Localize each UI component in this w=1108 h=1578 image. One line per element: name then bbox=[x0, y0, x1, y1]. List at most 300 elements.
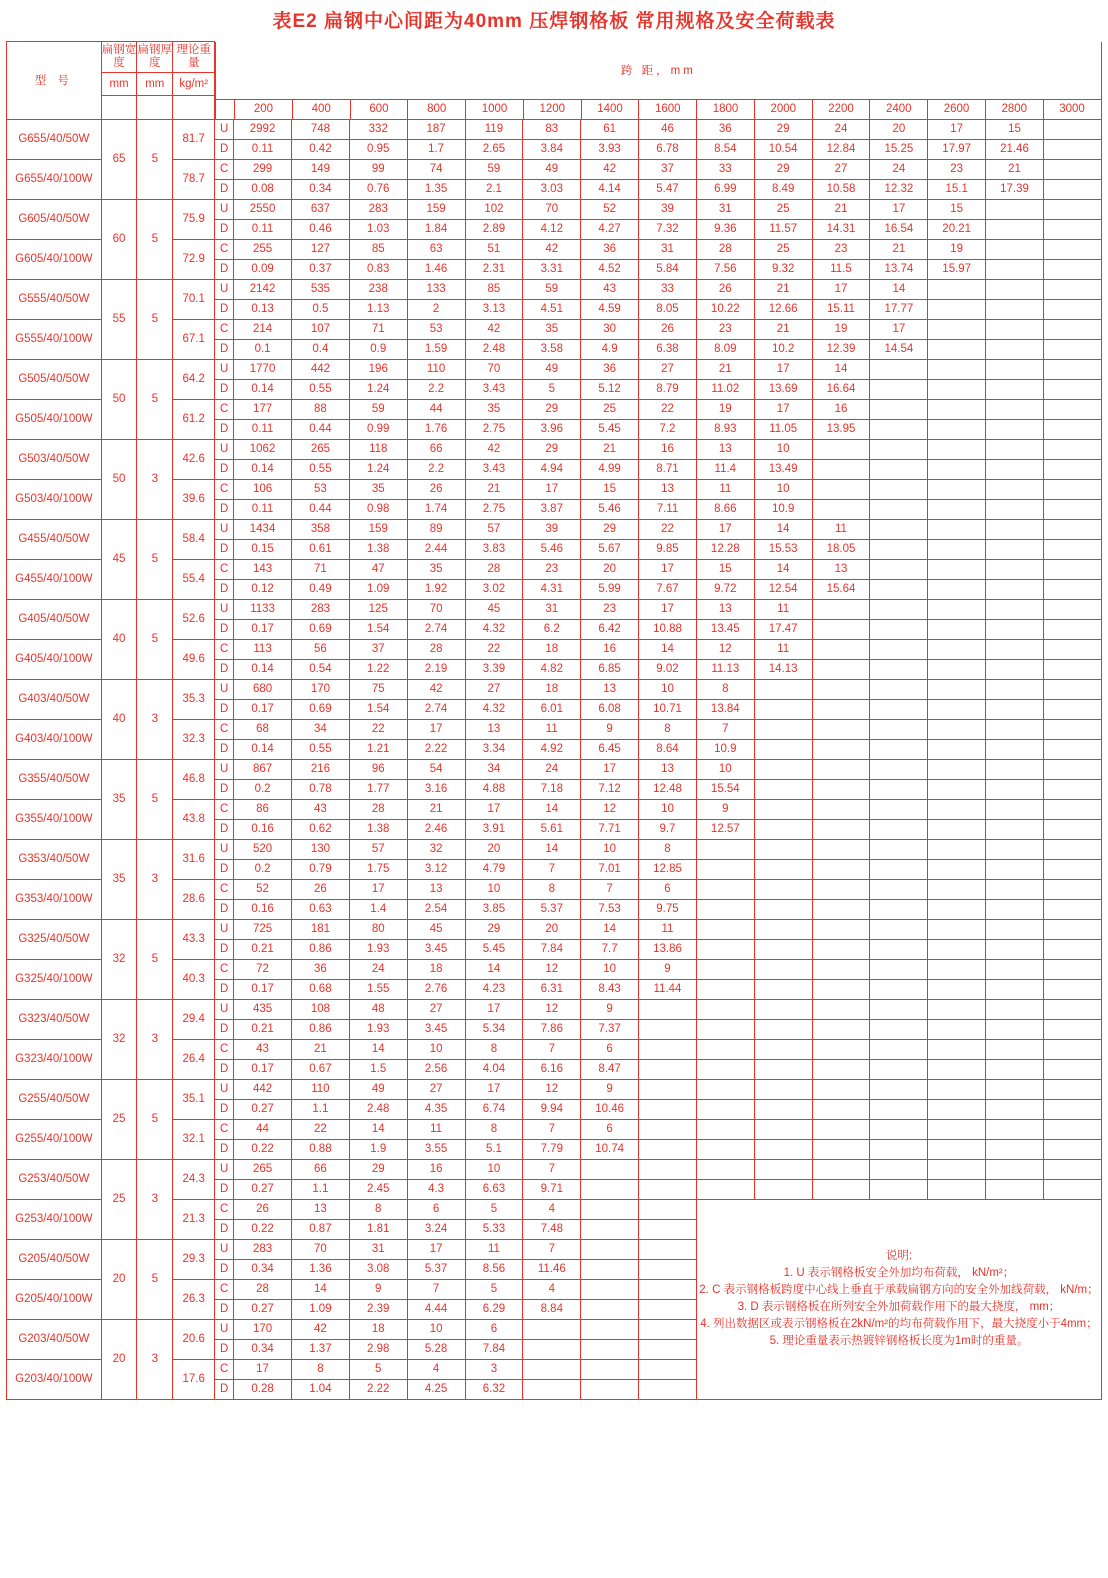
weight-cell: 70.1 bbox=[173, 279, 215, 319]
value-cell: 0.17 bbox=[234, 1059, 292, 1079]
value-cell bbox=[986, 499, 1044, 519]
value-cell: 10 bbox=[407, 1319, 465, 1339]
value-cell: 88 bbox=[291, 399, 349, 419]
value-cell: 0.87 bbox=[291, 1219, 349, 1239]
value-cell bbox=[639, 1119, 697, 1139]
value-cell: 7 bbox=[523, 1159, 581, 1179]
value-cell: 3.24 bbox=[407, 1219, 465, 1239]
value-cell bbox=[639, 1359, 697, 1379]
value-cell bbox=[1043, 379, 1101, 399]
value-cell: 143 bbox=[234, 559, 292, 579]
load-type-cell: D bbox=[215, 139, 234, 159]
value-cell: 11.46 bbox=[523, 1259, 581, 1279]
model-cell: G205/40/100W bbox=[7, 1279, 102, 1319]
model-cell: G323/40/100W bbox=[7, 1039, 102, 1079]
value-cell: 17 bbox=[523, 479, 581, 499]
span-header-3000: 3000 bbox=[1043, 99, 1101, 119]
value-cell: 7 bbox=[523, 1119, 581, 1139]
model-cell: G405/40/100W bbox=[7, 639, 102, 679]
value-cell bbox=[639, 1179, 697, 1199]
value-cell bbox=[870, 939, 928, 959]
value-cell: 2.65 bbox=[465, 139, 523, 159]
value-cell bbox=[581, 1199, 639, 1219]
width-cell: 60 bbox=[101, 199, 137, 279]
value-cell: 15.25 bbox=[870, 139, 928, 159]
value-cell: 5.1 bbox=[465, 1139, 523, 1159]
value-cell bbox=[986, 219, 1044, 239]
value-cell: 7.53 bbox=[581, 899, 639, 919]
value-cell bbox=[696, 959, 754, 979]
value-cell: 7 bbox=[581, 879, 639, 899]
value-cell: 10.22 bbox=[696, 299, 754, 319]
value-cell: 9.36 bbox=[696, 219, 754, 239]
value-cell: 1.92 bbox=[407, 579, 465, 599]
table-head bbox=[7, 42, 1102, 120]
load-type-cell: C bbox=[215, 239, 234, 259]
value-cell: 7.48 bbox=[523, 1219, 581, 1239]
value-cell: 1.1 bbox=[291, 1179, 349, 1199]
value-cell bbox=[639, 1379, 697, 1399]
value-cell bbox=[928, 719, 986, 739]
value-cell: 68 bbox=[234, 719, 292, 739]
value-cell: 42 bbox=[291, 1319, 349, 1339]
width-cell: 20 bbox=[101, 1239, 137, 1319]
value-cell: 5.33 bbox=[465, 1219, 523, 1239]
model-cell: G555/40/50W bbox=[7, 279, 102, 319]
value-cell: 1.37 bbox=[291, 1339, 349, 1359]
load-type-cell: C bbox=[215, 799, 234, 819]
value-cell: 2.46 bbox=[407, 819, 465, 839]
load-type-cell: U bbox=[215, 199, 234, 219]
value-cell bbox=[870, 539, 928, 559]
load-type-cell: C bbox=[215, 399, 234, 419]
value-cell: 5.34 bbox=[465, 1019, 523, 1039]
value-cell: 14 bbox=[523, 799, 581, 819]
value-cell bbox=[754, 779, 812, 799]
value-cell: 16 bbox=[581, 639, 639, 659]
value-cell bbox=[870, 399, 928, 419]
load-type-cell: D bbox=[215, 1259, 234, 1279]
value-cell: 0.17 bbox=[234, 979, 292, 999]
value-cell: 6.01 bbox=[523, 699, 581, 719]
table-row bbox=[7, 679, 1102, 699]
value-cell bbox=[928, 1079, 986, 1099]
value-cell: 5.99 bbox=[581, 579, 639, 599]
width-cell: 50 bbox=[101, 359, 137, 439]
value-cell: 31 bbox=[696, 199, 754, 219]
value-cell bbox=[581, 1279, 639, 1299]
value-cell bbox=[1043, 939, 1101, 959]
load-type-cell: U bbox=[215, 1239, 234, 1259]
value-cell bbox=[639, 1019, 697, 1039]
value-cell: 27 bbox=[639, 359, 697, 379]
value-cell: 12.85 bbox=[639, 859, 697, 879]
weight-cell: 31.6 bbox=[173, 839, 215, 879]
table-row bbox=[7, 279, 1102, 299]
value-cell: 31 bbox=[349, 1239, 407, 1259]
value-cell: 118 bbox=[349, 439, 407, 459]
value-cell: 23 bbox=[812, 239, 870, 259]
value-cell bbox=[1043, 499, 1101, 519]
value-cell bbox=[1043, 919, 1101, 939]
value-cell bbox=[870, 519, 928, 539]
weight-cell: 75.9 bbox=[173, 199, 215, 239]
value-cell: 8.43 bbox=[581, 979, 639, 999]
value-cell: 16.54 bbox=[870, 219, 928, 239]
value-cell bbox=[1043, 599, 1101, 619]
value-cell bbox=[870, 779, 928, 799]
value-cell: 21 bbox=[754, 319, 812, 339]
value-cell bbox=[986, 879, 1044, 899]
value-cell: 108 bbox=[291, 999, 349, 1019]
value-cell: 6.32 bbox=[465, 1379, 523, 1399]
value-cell: 3.31 bbox=[523, 259, 581, 279]
value-cell: 10 bbox=[639, 679, 697, 699]
value-cell: 66 bbox=[407, 439, 465, 459]
value-cell: 70 bbox=[465, 359, 523, 379]
value-cell bbox=[870, 619, 928, 639]
value-cell: 2.48 bbox=[465, 339, 523, 359]
value-cell: 17 bbox=[407, 1239, 465, 1259]
value-cell: 0.14 bbox=[234, 659, 292, 679]
weight-cell: 26.3 bbox=[173, 1279, 215, 1319]
value-cell: 265 bbox=[234, 1159, 292, 1179]
weight-cell: 29.3 bbox=[173, 1239, 215, 1279]
value-cell bbox=[928, 939, 986, 959]
value-cell bbox=[1043, 979, 1101, 999]
load-type-cell: C bbox=[215, 159, 234, 179]
value-cell: 17 bbox=[639, 599, 697, 619]
value-cell: 34 bbox=[465, 759, 523, 779]
value-cell: 80 bbox=[349, 919, 407, 939]
value-cell bbox=[986, 419, 1044, 439]
table-row bbox=[7, 119, 1102, 139]
table-row bbox=[7, 359, 1102, 379]
value-cell: 0.11 bbox=[234, 219, 292, 239]
header-row-1 bbox=[7, 42, 1102, 73]
value-cell: 17 bbox=[349, 879, 407, 899]
value-cell: 3.02 bbox=[465, 579, 523, 599]
value-cell: 2.74 bbox=[407, 699, 465, 719]
value-cell: 28 bbox=[234, 1279, 292, 1299]
value-cell: 71 bbox=[349, 319, 407, 339]
note-item-1: 1. U 表示钢格板安全外加均布荷载， kN/m²； bbox=[783, 1267, 1015, 1279]
value-cell: 1.74 bbox=[407, 499, 465, 519]
value-cell bbox=[639, 1339, 697, 1359]
value-cell: 14 bbox=[291, 1279, 349, 1299]
value-cell: 13 bbox=[696, 599, 754, 619]
value-cell: 35 bbox=[407, 559, 465, 579]
value-cell bbox=[812, 699, 870, 719]
value-cell: 3.43 bbox=[465, 379, 523, 399]
value-cell: 0.1 bbox=[234, 339, 292, 359]
value-cell: 56 bbox=[291, 639, 349, 659]
value-cell: 0.55 bbox=[291, 379, 349, 399]
value-cell: 31 bbox=[639, 239, 697, 259]
value-cell: 8 bbox=[696, 679, 754, 699]
value-cell: 14.31 bbox=[812, 219, 870, 239]
value-cell bbox=[1043, 559, 1101, 579]
weight-cell: 32.1 bbox=[173, 1119, 215, 1159]
value-cell: 8.09 bbox=[696, 339, 754, 359]
value-cell: 75 bbox=[349, 679, 407, 699]
load-type-cell: D bbox=[215, 579, 234, 599]
value-cell: 59 bbox=[523, 279, 581, 299]
value-cell: 10 bbox=[639, 799, 697, 819]
value-cell: 1.21 bbox=[349, 739, 407, 759]
value-cell: 4.32 bbox=[465, 619, 523, 639]
value-cell: 17 bbox=[465, 1079, 523, 1099]
value-cell bbox=[1043, 199, 1101, 219]
value-cell: 42 bbox=[407, 679, 465, 699]
value-cell bbox=[754, 1159, 812, 1179]
notes-box bbox=[696, 1199, 1101, 1399]
value-cell bbox=[696, 1099, 754, 1119]
value-cell bbox=[812, 1059, 870, 1079]
value-cell: 14 bbox=[639, 639, 697, 659]
load-type-cell: U bbox=[215, 279, 234, 299]
value-cell bbox=[928, 499, 986, 519]
value-cell bbox=[754, 1059, 812, 1079]
value-cell bbox=[812, 479, 870, 499]
value-cell bbox=[639, 1259, 697, 1279]
span-header-400: 400 bbox=[292, 99, 350, 119]
table-row bbox=[7, 919, 1102, 939]
value-cell: 99 bbox=[349, 159, 407, 179]
thickness-cell: 5 bbox=[137, 599, 173, 679]
value-cell: 0.21 bbox=[234, 939, 292, 959]
value-cell bbox=[986, 919, 1044, 939]
value-cell: 2.76 bbox=[407, 979, 465, 999]
value-cell: 34 bbox=[291, 719, 349, 739]
value-cell bbox=[812, 459, 870, 479]
value-cell: 4.9 bbox=[581, 339, 639, 359]
value-cell: 8 bbox=[349, 1199, 407, 1219]
value-cell: 17 bbox=[754, 359, 812, 379]
value-cell: 435 bbox=[234, 999, 292, 1019]
value-cell bbox=[928, 999, 986, 1019]
value-cell bbox=[1043, 1139, 1101, 1159]
width-cell: 65 bbox=[101, 119, 137, 199]
value-cell: 8.93 bbox=[696, 419, 754, 439]
value-cell: 0.76 bbox=[349, 179, 407, 199]
value-cell bbox=[870, 499, 928, 519]
load-type-cell: C bbox=[215, 879, 234, 899]
value-cell: 27 bbox=[407, 1079, 465, 1099]
width-cell: 25 bbox=[101, 1159, 137, 1239]
value-cell bbox=[812, 799, 870, 819]
value-cell: 187 bbox=[407, 119, 465, 139]
value-cell: 7.32 bbox=[639, 219, 697, 239]
value-cell: 5.12 bbox=[581, 379, 639, 399]
header-weight-unit: kg/m² bbox=[173, 73, 215, 96]
value-cell: 0.61 bbox=[291, 539, 349, 559]
value-cell bbox=[696, 1019, 754, 1039]
value-cell: 5.37 bbox=[407, 1259, 465, 1279]
thickness-cell: 5 bbox=[137, 279, 173, 359]
thickness-cell: 5 bbox=[137, 759, 173, 839]
load-type-cell: D bbox=[215, 1139, 234, 1159]
value-cell bbox=[639, 1099, 697, 1119]
value-cell: 12 bbox=[523, 999, 581, 1019]
value-cell: 1.5 bbox=[349, 1059, 407, 1079]
header-span-wrap bbox=[215, 42, 1102, 120]
value-cell bbox=[986, 539, 1044, 559]
value-cell: 16.64 bbox=[812, 379, 870, 399]
value-cell bbox=[928, 1139, 986, 1159]
value-cell: 0.2 bbox=[234, 779, 292, 799]
value-cell: 11.05 bbox=[754, 419, 812, 439]
value-cell bbox=[581, 1159, 639, 1179]
value-cell bbox=[639, 1239, 697, 1259]
value-cell: 0.22 bbox=[234, 1139, 292, 1159]
value-cell: 283 bbox=[234, 1239, 292, 1259]
model-cell: G253/40/50W bbox=[7, 1159, 102, 1199]
value-cell bbox=[986, 479, 1044, 499]
load-type-cell: U bbox=[215, 599, 234, 619]
value-cell: 25 bbox=[754, 199, 812, 219]
value-cell bbox=[812, 859, 870, 879]
value-cell: 8.71 bbox=[639, 459, 697, 479]
value-cell bbox=[986, 239, 1044, 259]
value-cell: 4.12 bbox=[523, 219, 581, 239]
value-cell: 4 bbox=[407, 1359, 465, 1379]
value-cell: 3.87 bbox=[523, 499, 581, 519]
value-cell: 19 bbox=[812, 319, 870, 339]
value-cell: 13 bbox=[465, 719, 523, 739]
value-cell: 0.34 bbox=[234, 1259, 292, 1279]
model-cell: G655/40/100W bbox=[7, 159, 102, 199]
table-row bbox=[7, 1079, 1102, 1099]
value-cell: 36 bbox=[696, 119, 754, 139]
model-cell: G353/40/100W bbox=[7, 879, 102, 919]
value-cell: 27 bbox=[465, 679, 523, 699]
value-cell: 15.53 bbox=[754, 539, 812, 559]
load-type-cell: D bbox=[215, 859, 234, 879]
value-cell: 7.86 bbox=[523, 1019, 581, 1039]
value-cell: 0.79 bbox=[291, 859, 349, 879]
value-cell: 86 bbox=[234, 799, 292, 819]
load-type-cell: D bbox=[215, 1339, 234, 1359]
value-cell: 14 bbox=[870, 279, 928, 299]
value-cell: 283 bbox=[349, 199, 407, 219]
value-cell: 35 bbox=[349, 479, 407, 499]
weight-cell: 52.6 bbox=[173, 599, 215, 639]
value-cell: 6.29 bbox=[465, 1299, 523, 1319]
value-cell: 3.34 bbox=[465, 739, 523, 759]
value-cell: 2.2 bbox=[407, 459, 465, 479]
value-cell: 10.71 bbox=[639, 699, 697, 719]
value-cell: 6 bbox=[407, 1199, 465, 1219]
header-weight: 理论重量 bbox=[173, 42, 215, 73]
value-cell bbox=[1043, 699, 1101, 719]
value-cell: 3.91 bbox=[465, 819, 523, 839]
value-cell: 7.18 bbox=[523, 779, 581, 799]
value-cell: 1.38 bbox=[349, 819, 407, 839]
value-cell: 637 bbox=[291, 199, 349, 219]
value-cell: 11 bbox=[754, 639, 812, 659]
value-cell: 1.24 bbox=[349, 379, 407, 399]
value-cell: 2.31 bbox=[465, 259, 523, 279]
value-cell bbox=[754, 859, 812, 879]
model-cell: G455/40/50W bbox=[7, 519, 102, 559]
value-cell: 11 bbox=[523, 719, 581, 739]
value-cell: 2.98 bbox=[349, 1339, 407, 1359]
value-cell: 4.88 bbox=[465, 779, 523, 799]
value-cell: 12.32 bbox=[870, 179, 928, 199]
value-cell: 0.78 bbox=[291, 779, 349, 799]
value-cell: 0.11 bbox=[234, 419, 292, 439]
value-cell bbox=[870, 799, 928, 819]
value-cell: 6.31 bbox=[523, 979, 581, 999]
span-header-1600: 1600 bbox=[639, 99, 697, 119]
load-type-cell: D bbox=[215, 259, 234, 279]
value-cell: 25 bbox=[754, 239, 812, 259]
value-cell: 3.58 bbox=[523, 339, 581, 359]
table-row bbox=[7, 839, 1102, 859]
span-header-2000: 2000 bbox=[754, 99, 812, 119]
value-cell: 8.84 bbox=[523, 1299, 581, 1319]
value-cell bbox=[812, 619, 870, 639]
value-cell: 3.13 bbox=[465, 299, 523, 319]
value-cell: 2.48 bbox=[349, 1099, 407, 1119]
load-type-cell: U bbox=[215, 439, 234, 459]
notes-heading: 说明: bbox=[885, 1250, 913, 1262]
value-cell: 4.31 bbox=[523, 579, 581, 599]
value-cell: 748 bbox=[291, 119, 349, 139]
value-cell: 42 bbox=[523, 239, 581, 259]
thickness-cell: 3 bbox=[137, 679, 173, 759]
value-cell: 0.08 bbox=[234, 179, 292, 199]
value-cell bbox=[928, 599, 986, 619]
value-cell: 4.52 bbox=[581, 259, 639, 279]
value-cell bbox=[1043, 1079, 1101, 1099]
value-cell: 3.84 bbox=[523, 139, 581, 159]
value-cell bbox=[1043, 459, 1101, 479]
load-type-cell: D bbox=[215, 299, 234, 319]
weight-cell: 32.3 bbox=[173, 719, 215, 759]
value-cell bbox=[928, 1099, 986, 1119]
value-cell: 0.15 bbox=[234, 539, 292, 559]
value-cell: 2.1 bbox=[465, 179, 523, 199]
value-cell: 8 bbox=[639, 719, 697, 739]
value-cell bbox=[870, 459, 928, 479]
value-cell: 125 bbox=[349, 599, 407, 619]
width-cell: 55 bbox=[101, 279, 137, 359]
value-cell bbox=[928, 659, 986, 679]
value-cell: 7 bbox=[407, 1279, 465, 1299]
model-cell: G325/40/50W bbox=[7, 919, 102, 959]
value-cell bbox=[986, 279, 1044, 299]
model-cell: G255/40/100W bbox=[7, 1119, 102, 1159]
value-cell: 10.46 bbox=[581, 1099, 639, 1119]
value-cell bbox=[928, 279, 986, 299]
value-cell: 59 bbox=[465, 159, 523, 179]
value-cell bbox=[928, 879, 986, 899]
value-cell: 7.71 bbox=[581, 819, 639, 839]
value-cell bbox=[870, 599, 928, 619]
value-cell: 9.32 bbox=[754, 259, 812, 279]
value-cell bbox=[870, 1079, 928, 1099]
value-cell: 19 bbox=[696, 399, 754, 419]
value-cell: 0.63 bbox=[291, 899, 349, 919]
value-cell: 16 bbox=[812, 399, 870, 419]
load-type-cell: C bbox=[215, 1279, 234, 1299]
value-cell: 4.23 bbox=[465, 979, 523, 999]
value-cell: 61 bbox=[581, 119, 639, 139]
value-cell: 19 bbox=[928, 239, 986, 259]
value-cell: 6.74 bbox=[465, 1099, 523, 1119]
